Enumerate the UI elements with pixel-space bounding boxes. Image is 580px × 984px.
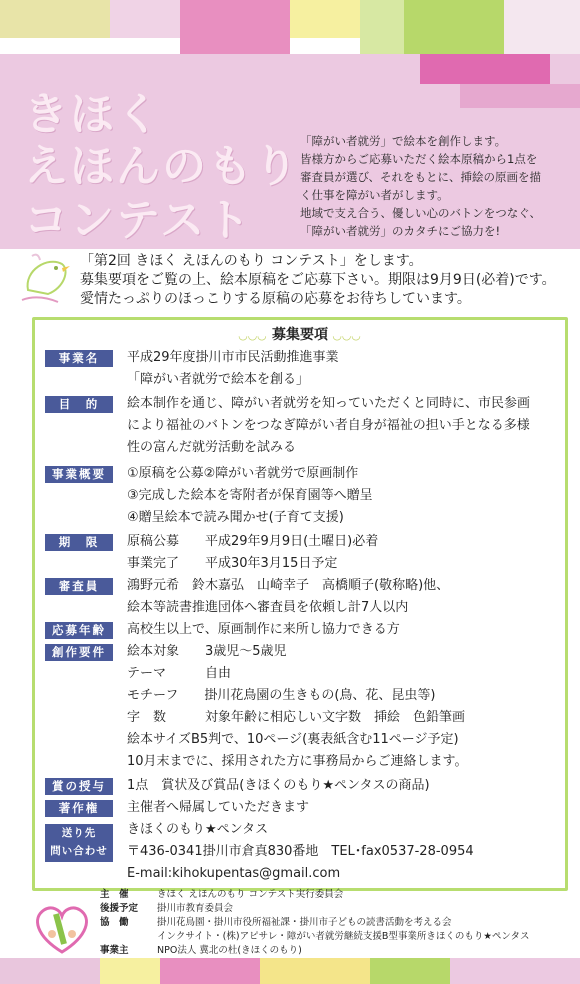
- footer-row: [100, 916, 530, 930]
- intro-line: 皆様方からご応募いただく絵本原稿から1点を: [300, 152, 538, 166]
- footer-row: [100, 930, 530, 944]
- contact-email: E-mail:kihokupentas@gmail.com: [127, 866, 341, 881]
- value-line: ④贈呈絵本で読み聞かせ(子育て支援): [127, 510, 344, 525]
- header-stripe-right: [420, 54, 550, 84]
- value-line: 絵本制作を通じ、障がい者就労を知っていただくと同時に、市民参画: [127, 396, 531, 411]
- label-requirements: 創作要件: [45, 644, 113, 661]
- value-line: 10月末までに、採用された方に事務局からご連絡します。: [127, 754, 468, 769]
- footer-value: NPO法人 冀北の杜(きほくのもり): [157, 945, 302, 956]
- value-line: 鴻野元希 鈴木嘉弘 山崎幸子 高橋順子(敬称略)他、: [127, 578, 450, 593]
- footer-row: [100, 888, 530, 902]
- value-line: きほくのもり★ペンタス: [127, 822, 269, 837]
- value-line: により福祉のバトンをつなぎ障がい者自身が福祉の担い手となる多様: [127, 418, 530, 433]
- guidelines-heading-row: [35, 324, 565, 344]
- value-line: 絵本サイズB5判で、10ページ(裏表紙含む11ページ予定): [127, 732, 459, 747]
- footer-value: きほく えほんのもり コンテスト実行委員会: [157, 889, 344, 900]
- footer-key: 後援予定: [100, 903, 139, 914]
- intro-line: 地域で支え合う、優しい心のバトンをつなぐ、: [300, 206, 542, 220]
- footer-key: 事業主: [100, 945, 129, 956]
- contact-address: 〒436-0341掛川市倉真830番地 TEL･fax0537-28-0954: [127, 844, 474, 859]
- label-project-name: 事業名: [45, 350, 113, 367]
- value-line: 「障がい者就労で絵本を創る」: [127, 372, 310, 387]
- label-contact: 送り先 問い合わせ: [45, 824, 113, 862]
- label-deadline: 期 限: [45, 534, 113, 551]
- lead-line: 「第2回 きほく えほんのもり コンテスト」をします。: [80, 253, 423, 269]
- title-line-1: きほく: [24, 89, 162, 140]
- intro-line: 審査員が選び、それをもとに、挿絵の原画を描: [300, 170, 542, 184]
- label-eligibility: 応募年齢: [45, 622, 113, 639]
- intro-text: [300, 132, 568, 240]
- label-award: 賞の授与: [45, 778, 113, 795]
- heading-deco-left: ◡◡◡: [238, 329, 268, 342]
- intro-line: 「障がい者就労」で絵本を創作します。: [300, 134, 507, 148]
- value-line: ③完成した絵本を寄附者が保育園等へ贈呈: [127, 488, 373, 503]
- title-line-3: コンテスト: [24, 195, 253, 246]
- label-copyright: 著作権: [45, 800, 113, 817]
- guidelines-frame: [32, 317, 568, 891]
- guidelines-heading: 募集要項: [272, 327, 328, 343]
- bottom-stripes: [0, 958, 580, 984]
- value-line: ①原稿を公募②障がい者就労で原画制作: [127, 466, 359, 481]
- value-line: 絵本対象 3歳児～5歳児: [127, 644, 287, 659]
- footer-credits: [100, 888, 530, 958]
- header-stripe-right2: [460, 84, 580, 108]
- footer-row: [100, 902, 530, 916]
- footer-value: 掛川市教育委員会: [157, 903, 234, 914]
- label-overview: 事業概要: [45, 466, 113, 483]
- title-line-2: えほんのもり: [24, 141, 300, 192]
- label-judges: 審査員: [45, 578, 113, 595]
- value-line: 絵本等読書推進団体へ審査員を依頼し計7人以内: [127, 600, 409, 615]
- footer-key: 協 働: [100, 917, 129, 928]
- lead-line: 募集要項をご覧の上、絵本原稿をご応募下さい。期限は9月9日(必着)です。: [80, 272, 556, 288]
- footer-value: 掛川花鳥園・掛川市役所福祉課・掛川市子どもの読書活動を考える会: [157, 917, 452, 928]
- value-line: テーマ 自由: [127, 666, 232, 681]
- intro-line: く仕事を障がい者がします。: [300, 188, 449, 202]
- footer-row: [100, 944, 530, 958]
- intro-line: 「障がい者就労」のカタチにご協力を!: [300, 224, 501, 238]
- bird-illustration: [18, 250, 76, 308]
- value-line: 性の富んだ就労活動を試みる: [127, 440, 297, 455]
- value-line: 字 数 対象年齢に相応しい文字数 挿絵 色鉛筆画: [127, 710, 466, 725]
- value-line: 平成29年度掛川市市民活動推進事業: [127, 350, 339, 365]
- value-line: モチーフ 掛川花鳥園の生きもの(鳥、花、昆虫等): [127, 688, 436, 703]
- footer-value: インクサイト・(株)アピサレ・障がい者就労継続支援B型事業所きほくのもり★ペンタス: [157, 931, 530, 942]
- lead-paragraph: [80, 252, 575, 309]
- value-line: 1点 賞状及び賞品(きほくのもり★ペンタスの商品): [127, 778, 430, 793]
- value-line: 主催者へ帰属していただきます: [127, 800, 310, 815]
- heart-logo: [30, 900, 94, 958]
- label-purpose: 目 的: [45, 396, 113, 413]
- value-line: 原稿公募 平成29年9月9日(土曜日)必着: [127, 534, 379, 549]
- heading-deco-right: ◡◡◡: [332, 329, 362, 342]
- value-line: 事業完了 平成30年3月15日予定: [127, 556, 338, 571]
- top-stripes: [0, 0, 580, 56]
- value-line: 高校生以上で、原画制作に来所し協力できる方: [127, 622, 400, 637]
- lead-line: 愛情たっぷりのほっこりする原稿の応募をお待ちしています。: [80, 291, 471, 307]
- footer-key: 主 催: [100, 889, 129, 900]
